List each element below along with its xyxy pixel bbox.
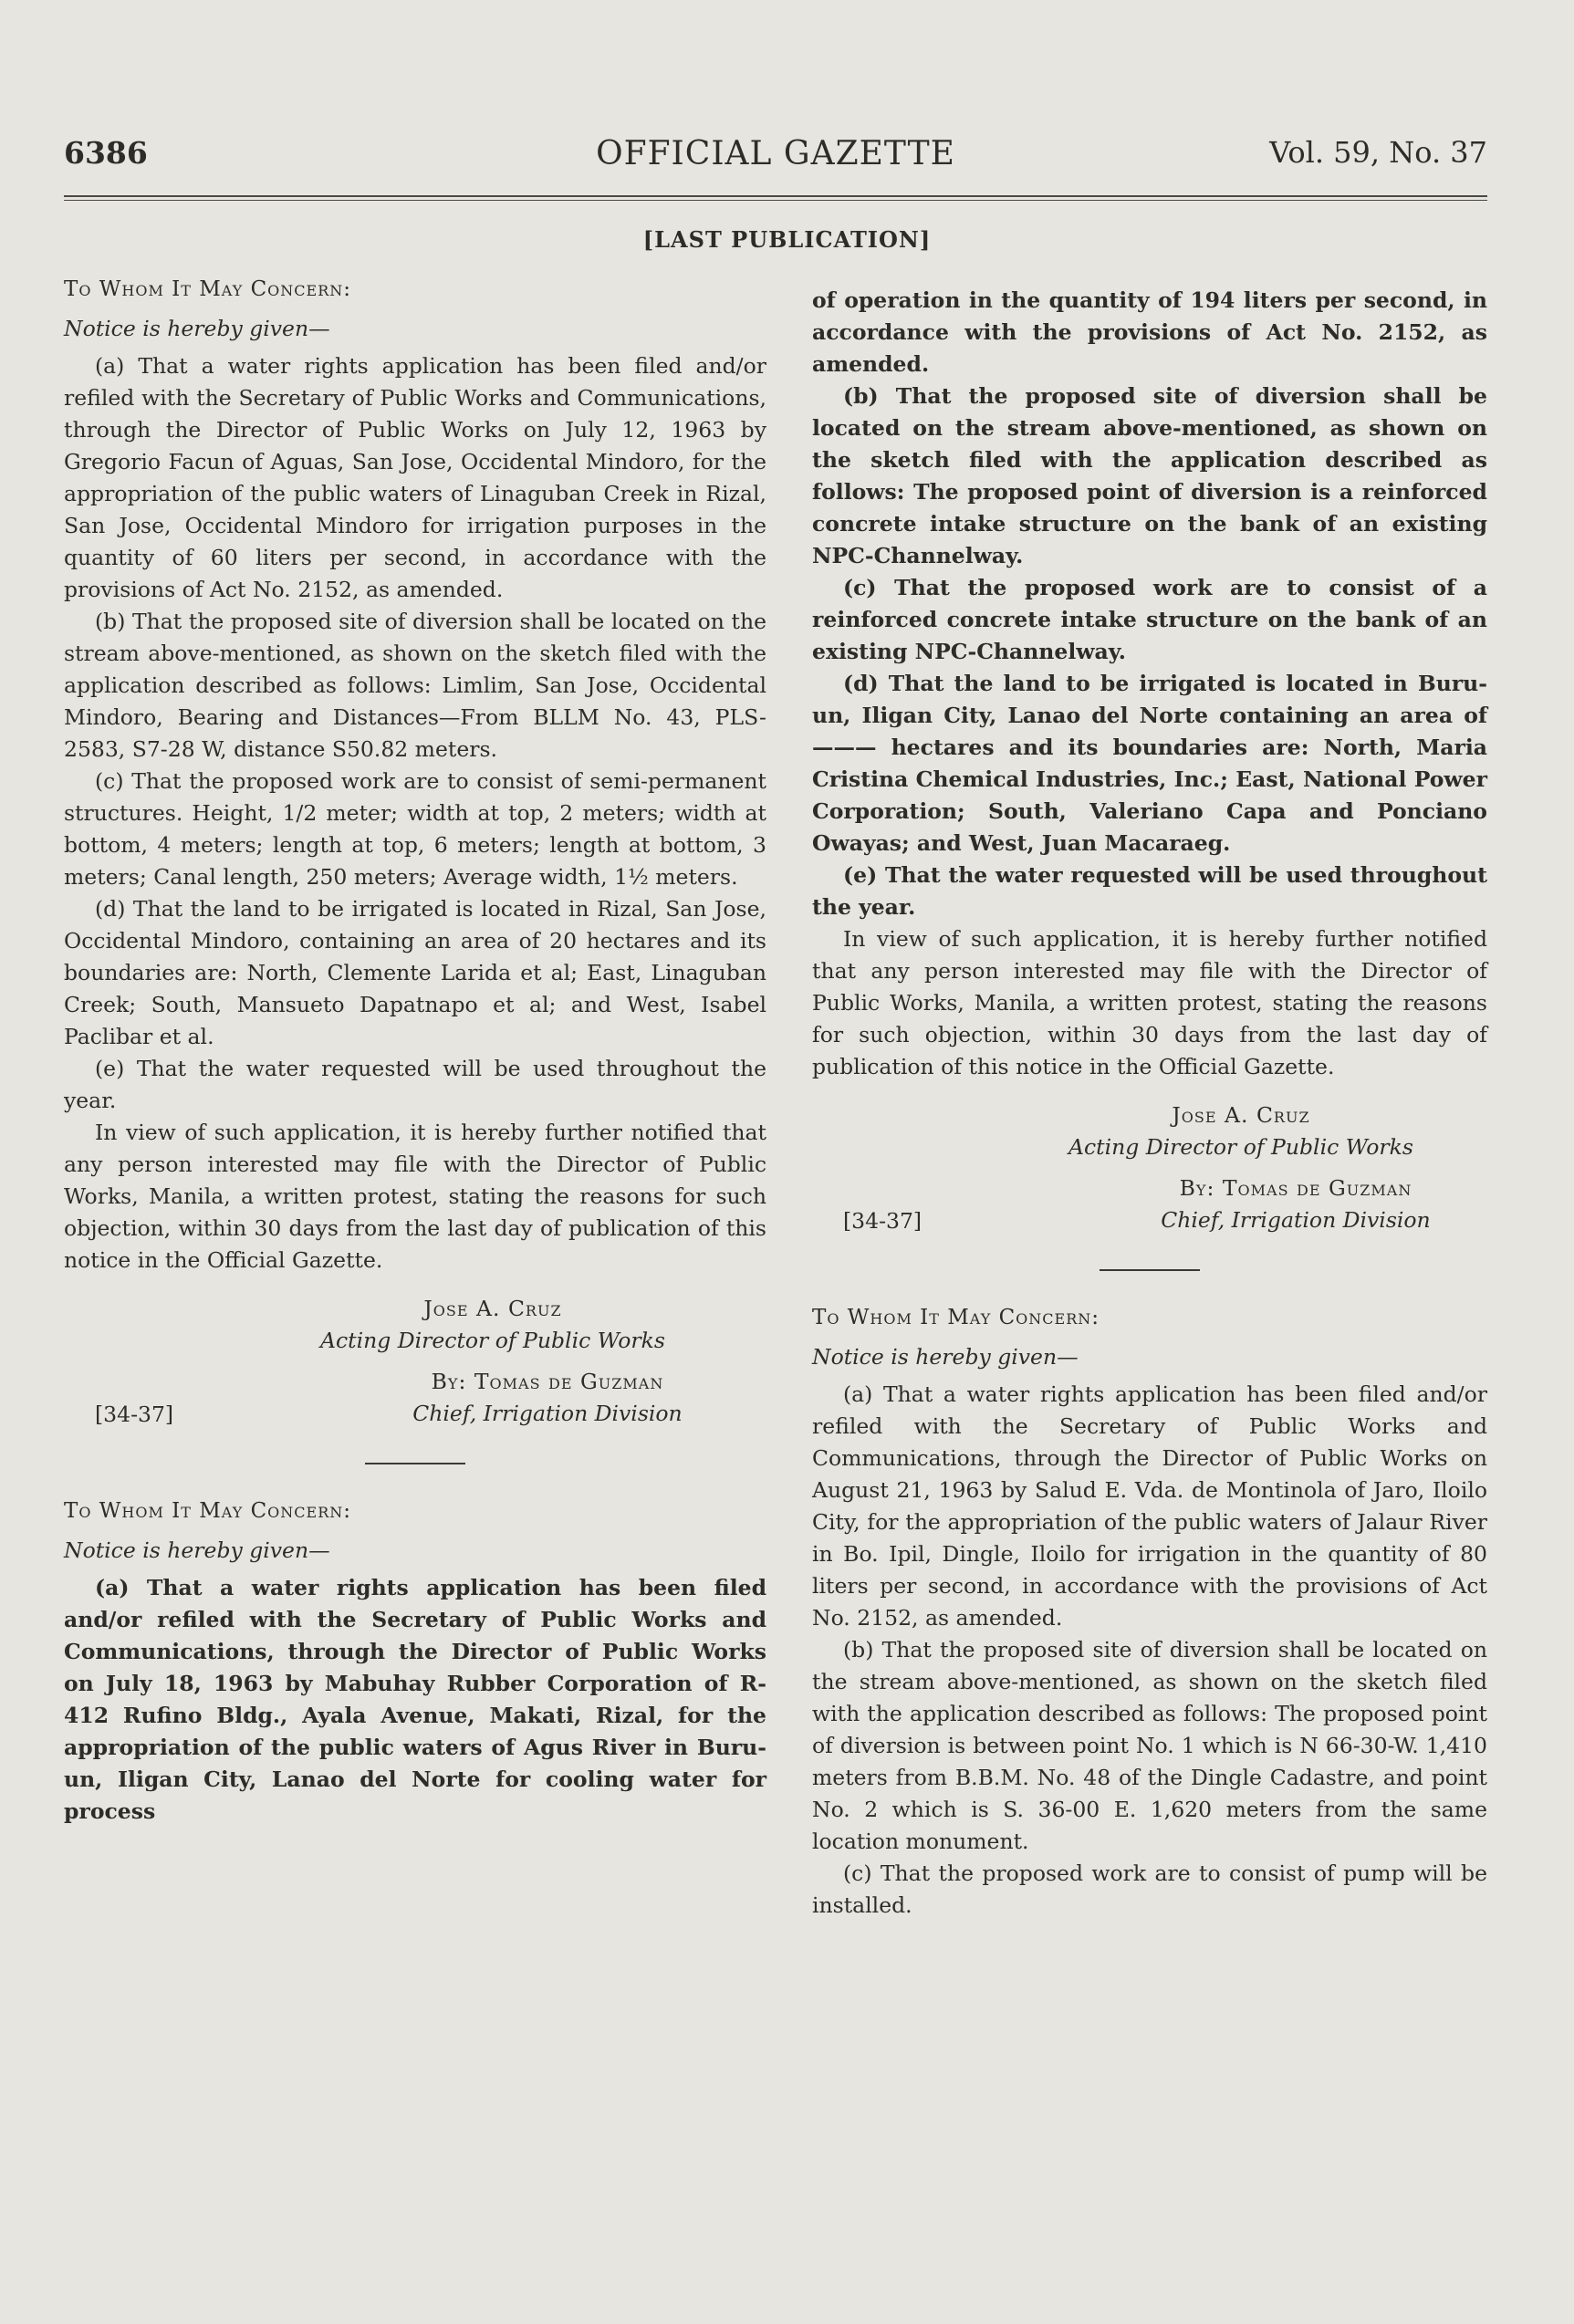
paragraph-view: In view of such application, it is hereby further notified that any person interested may file with the Director of Public Works, Manila, a written protest, stating the reasons for such objection, within 30 days from the last day of publication of this notice in the Official Gazette.: [812, 926, 1487, 1079]
section-divider: [1100, 1269, 1200, 1271]
paragraph-a: (a) That a water rights application has been filed and/or refiled with the Secretary of Public Works and Communications, through the Director of Public Works on August 21, 1963 by Salud E. Vda. de Montinola of Jaro, Iloilo City, for the appropriation of the public waters of Jalaur River in Bo. Ipil, Dingle, Iloilo for irrigation in the quantity of 80 liters per second, in accordance with the provisions of Act No. 2152, as amended.: [812, 1381, 1487, 1631]
paragraph-b: (b) That the proposed site of diversion shall be located on the stream above-mentioned, as shown on the sketch filed with the application described as follows: The proposed point of diversion is between point No. 1 which is N 66-30-W. 1,410 meters from B.B.M. No. 48 of the Dingle Cadastre, and point No. 2 which is S. 36-00 E. 1,620 meters from the same location monument.: [812, 1637, 1487, 1854]
paragraph-c: (c) That the proposed work are to consist of pump will be installed.: [812, 1860, 1487, 1918]
paragraph-a-continued: of operation in the quantity of 194 liters per second, in accordance with the provisions of Act No. 2152, as amended.: [812, 287, 1487, 377]
signer-title: Acting Director of Public Works: [1068, 1134, 1413, 1160]
notice-intro: Notice is hereby given—: [64, 316, 330, 341]
paragraph-c: (c) That the proposed work are to consist of semi-permanent structures. Height, 1/2 meter; width at top, 2 meters; width at bottom, 4 meters; length at top, 6 meters; length at bottom, 3 meters; Canal length, 250 meters; Average width, 1½ meters.: [64, 768, 766, 890]
header-rule-thin: [64, 200, 1487, 201]
left-column: [64, 274, 766, 1828]
publication-reference: [34-37]: [843, 1208, 923, 1234]
publication-title: OFFICIAL GAZETTE: [596, 135, 955, 172]
paragraph-d: (d) That the land to be irrigated is located in Rizal, San Jose, Occidental Mindoro, containing an area of 20 hectares and its boundaries are: North, Clemente Larida et al; East, Linaguban Creek; South, Mansueto Dapatnapo et al; and West, Isabel Paclibar et al.: [64, 896, 766, 1049]
by-signature-row: [812, 1172, 1487, 1238]
paragraph-e: (e) That the water requested will be used throughout the year.: [64, 1056, 766, 1113]
by-name: By: Tomas de Guzman: [1179, 1175, 1412, 1201]
paragraph-a: (a) That a water rights application has been filed and/or refiled with the Secretary of Public Works and Communications, through the Director of Public Works on July 12, 1963 by Gregorio Facun of Aguas, San Jose, Occidental Mindoro, for the appropriation of the public waters of Linaguban Creek in Rizal, San Jose, Occidental Mindoro for irrigation purposes in the quantity of 60 liters per second, in accordance with the provisions of Act No. 2152, as amended.: [64, 353, 766, 602]
paragraph-a: (a) That a water rights application has been filed and/or refiled with the Secretary of Public Works and Communications, through the Director of Public Works on July 18, 1963 by Mabuhay Rubber Corporation of R-412 Rufino Bldg., Ayala Avenue, Makati, Rizal, for the appropriation of the public waters of Agus River in Buru-un, Iligan City, Lanao del Norte for cooling water for process: [64, 1575, 766, 1824]
paragraph-d: (d) That the land to be irrigated is located in Buru-un, Iligan City, Lanao del Norte containing an area of ——— hectares and its boundaries are: North, Maria Cristina Chemical Industries, Inc.; East, National Power Corporation; South, Valeriano Capa and Ponciano Owayas; and West, Juan Macaraeg.: [812, 671, 1487, 856]
publication-reference: [34-37]: [95, 1402, 174, 1427]
signer-name: Jose A. Cruz: [1172, 1102, 1310, 1128]
paragraph-b: (b) That the proposed site of diversion shall be located on the stream above-mentioned, as shown on the sketch filed with the application described as follows: The proposed point of diversion is a reinforced concrete intake structure on the bank of an existing NPC-Channelway.: [812, 383, 1487, 568]
section-divider: [365, 1463, 465, 1464]
notice-heading: To Whom It May Concern:: [64, 277, 352, 301]
by-signature: [1104, 1172, 1487, 1236]
notice-heading: To Whom It May Concern:: [64, 1499, 352, 1523]
signer-title: Acting Director of Public Works: [320, 1328, 665, 1353]
by-signature: [328, 1366, 766, 1430]
paragraph-e: (e) That the water requested will be used throughout the year.: [812, 862, 1487, 920]
by-title: Chief, Irrigation Division: [1161, 1207, 1431, 1233]
paragraph-b: (b) That the proposed site of diversion shall be located on the stream above-mentioned, as shown on the sketch filed with the application described as follows: Limlim, San Jose, Occidental Mindoro, Bearing and Distances—From BLLM No. 43, PLS-2583, S7-28 W, distance S50.82 meters.: [64, 609, 766, 762]
right-column: [812, 285, 1487, 1922]
by-name: By: Tomas de Guzman: [431, 1369, 664, 1394]
signer-name: Jose A. Cruz: [423, 1296, 562, 1321]
volume-number: Vol. 59, No. 37: [1269, 135, 1487, 170]
by-signature-row: [64, 1366, 766, 1432]
page-header: [64, 135, 1487, 181]
page-number: 6386: [64, 135, 148, 171]
notice-intro: Notice is hereby given—: [812, 1344, 1079, 1370]
by-title: Chief, Irrigation Division: [412, 1401, 683, 1426]
paragraph-view: In view of such application, it is hereby further notified that any person interested may file with the Director of Public Works, Manila, a written protest, stating the reasons for such objection, within 30 days from the last day of publication of this notice in the Official Gazette.: [64, 1120, 766, 1273]
notice-heading: To Whom It May Concern:: [812, 1306, 1100, 1329]
paragraph-c: (c) That the proposed work are to consist of a reinforced concrete intake structure on the bank of an existing NPC-Channelway.: [812, 575, 1487, 664]
signature-block: [812, 1099, 1487, 1163]
header-rule: [64, 195, 1487, 197]
notice-intro: Notice is hereby given—: [64, 1537, 330, 1563]
signature-block: [64, 1293, 766, 1357]
last-publication-label: [LAST PUBLICATION]: [642, 226, 932, 253]
